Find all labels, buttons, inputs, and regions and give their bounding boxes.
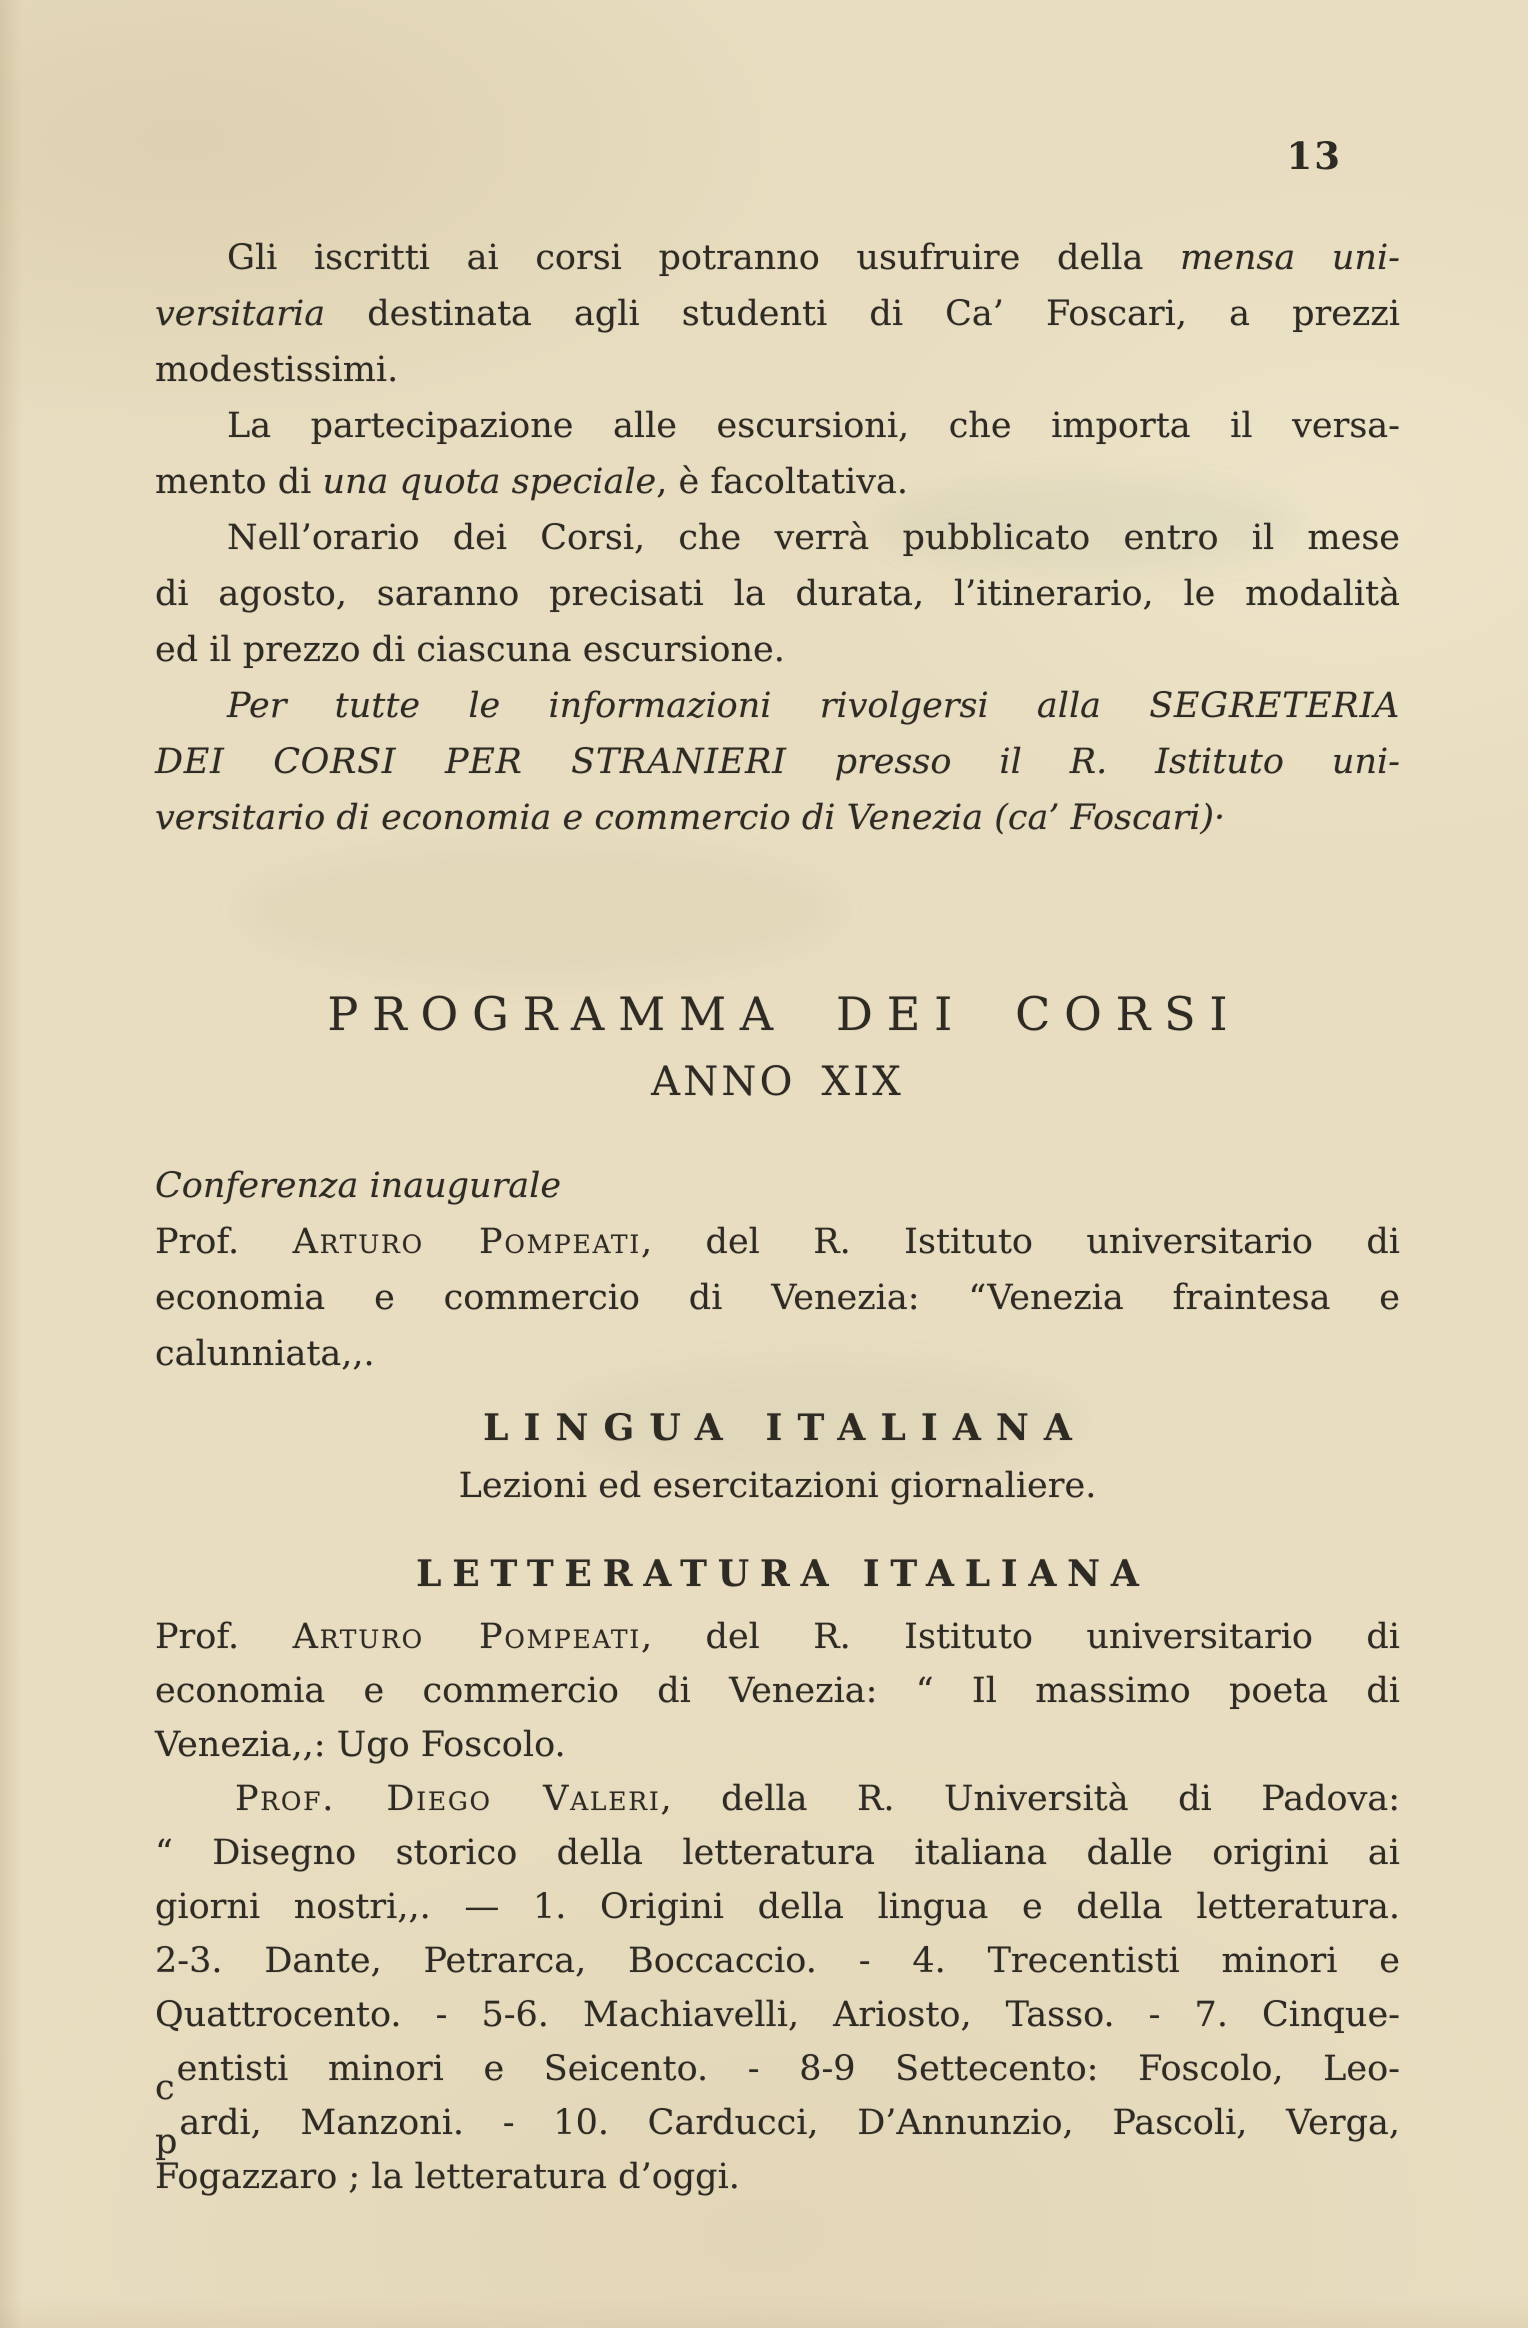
- letteratura-p2-line4: [155, 1934, 1400, 1988]
- letteratura-p2-line5: [155, 1988, 1400, 2042]
- letteratura-p1-line2: [155, 1664, 1400, 1718]
- text-segment: entisti minori e Seicento. - 8-9 Settecento: Foscolo, Leo-: [176, 2049, 1400, 2089]
- letteratura-p1-line1: [155, 1610, 1400, 1664]
- text-segment: Fogazzaro ; la letteratura d’oggi.: [155, 2157, 740, 2197]
- text-segment: , del R. Istituto universitario di: [640, 1617, 1400, 1657]
- intro-p1-line3: [155, 342, 1400, 398]
- letteratura-heading: LETTERATURA ITALIANA: [416, 1553, 1150, 1595]
- text-segment: versitaria: [155, 294, 326, 334]
- text-segment: Venezia,,: Ugo Foscolo.: [155, 1725, 566, 1765]
- conferenza-p-line1: [155, 1214, 1400, 1270]
- text-segment: c: [155, 2068, 175, 2109]
- text-segment: Nell’orario dei Corsi, che verrà pubblicato entro il mese: [227, 518, 1400, 558]
- lingua-heading: LINGUA ITALIANA: [483, 1407, 1087, 1449]
- text-segment: una quota speciale: [322, 462, 657, 502]
- intro-p4-line2: [155, 734, 1400, 790]
- lingua-subtitle: Lezioni ed esercitazioni giornaliere.: [458, 1466, 1097, 1506]
- intro-p3-line3: [155, 622, 1400, 678]
- intro-p2-line2: [155, 454, 1400, 510]
- text-segment: Quattrocento. - 5-6. Machiavelli, Ariosto, Tasso. - 7. Cinque-: [155, 1995, 1400, 2035]
- text-segment: Conferenza inaugurale: [155, 1166, 562, 1206]
- text-segment: “ Disegno storico della letteratura italiana dalle origini ai: [155, 1833, 1400, 1873]
- intro-p1-line1: [155, 230, 1400, 286]
- text-segment: mento di: [155, 462, 323, 502]
- text-segment: giorni nostri,,. — 1. Origini della lingua e della letteratura.: [155, 1887, 1400, 1927]
- text-segment: mensa uni-: [1179, 238, 1400, 278]
- text-segment: , della R. Università di Padova:: [660, 1779, 1400, 1819]
- text-segment: Gli iscritti ai corsi potranno usufruire della: [227, 238, 1180, 278]
- programma-title: PROGRAMMA DEI CORSI: [327, 987, 1242, 1041]
- text-segment: ed il prezzo di ciascuna escursione.: [155, 630, 785, 670]
- intro-p3-line1: [155, 510, 1400, 566]
- letteratura-p2-line8: [155, 2150, 1400, 2204]
- page-number: 13: [1286, 134, 1342, 178]
- letteratura-p1-line3: [155, 1718, 1400, 1772]
- text-segment: SEGRETERIA: [1149, 686, 1400, 726]
- text-segment: Prof. Diego Valeri: [235, 1779, 661, 1819]
- page-content: [155, 0, 1400, 2204]
- text-segment: Per tutte le informazioni rivolgersi alla: [227, 686, 1150, 726]
- letteratura-p2-line2: [155, 1826, 1400, 1880]
- text-segment: DEI CORSI PER STRANIERI: [155, 742, 787, 782]
- text-segment: , del R. Istituto universitario di: [640, 1222, 1400, 1262]
- text-segment: ardi, Manzoni. - 10. Carducci, D’Annunzio, Pascoli, Verga,: [179, 2103, 1400, 2143]
- conferenza-p-line2: [155, 1270, 1400, 1326]
- intro-p4-line3: [155, 790, 1400, 846]
- text-segment: 2-3. Dante, Petrarca, Boccaccio. - 4. Trecentisti minori e: [155, 1941, 1400, 1981]
- conferenza-title: [155, 1158, 1400, 1214]
- text-segment: di agosto, saranno precisati la durata, l’itinerario, le modalità: [155, 574, 1400, 614]
- letteratura-p2-line6: [155, 2042, 1400, 2109]
- text-segment: , è facoltativa.: [656, 462, 908, 502]
- text-segment: destinata agli studenti di Ca’ Foscari, a prezzi: [325, 294, 1400, 334]
- text-segment: Prof.: [155, 1617, 293, 1657]
- intro-p1-line2: [155, 286, 1400, 342]
- text-segment: modestissimi.: [155, 350, 399, 390]
- text-segment: La partecipazione alle escursioni, che importa il versa-: [227, 406, 1400, 446]
- text-segment: Arturo Pompeati: [292, 1617, 641, 1657]
- letteratura-p2-line1: [155, 1772, 1400, 1826]
- text-segment: p: [155, 2122, 178, 2163]
- letteratura-p2-line7: [155, 2096, 1400, 2163]
- intro-p3-line2: [155, 566, 1400, 622]
- intro-p2-line1: [155, 398, 1400, 454]
- text-segment: Prof.: [155, 1222, 293, 1262]
- conferenza-p-line3: [155, 1326, 1400, 1382]
- text-segment: presso il R. Istituto uni-: [786, 742, 1401, 782]
- text-segment: versitario di economia e commercio di Venezia (ca’ Foscari)·: [155, 798, 1226, 838]
- text-segment: economia e commercio di Venezia: “ Il massimo poeta di: [155, 1671, 1400, 1711]
- text-segment: Arturo Pompeati: [292, 1222, 641, 1262]
- text-segment: economia e commercio di Venezia: “Venezia fraintesa e: [155, 1278, 1400, 1318]
- intro-p4-line1: [155, 678, 1400, 734]
- text-segment: calunniata,,.: [155, 1334, 375, 1374]
- programma-year: ANNO XIX: [651, 1059, 904, 1105]
- letteratura-p2-line3: [155, 1880, 1400, 1934]
